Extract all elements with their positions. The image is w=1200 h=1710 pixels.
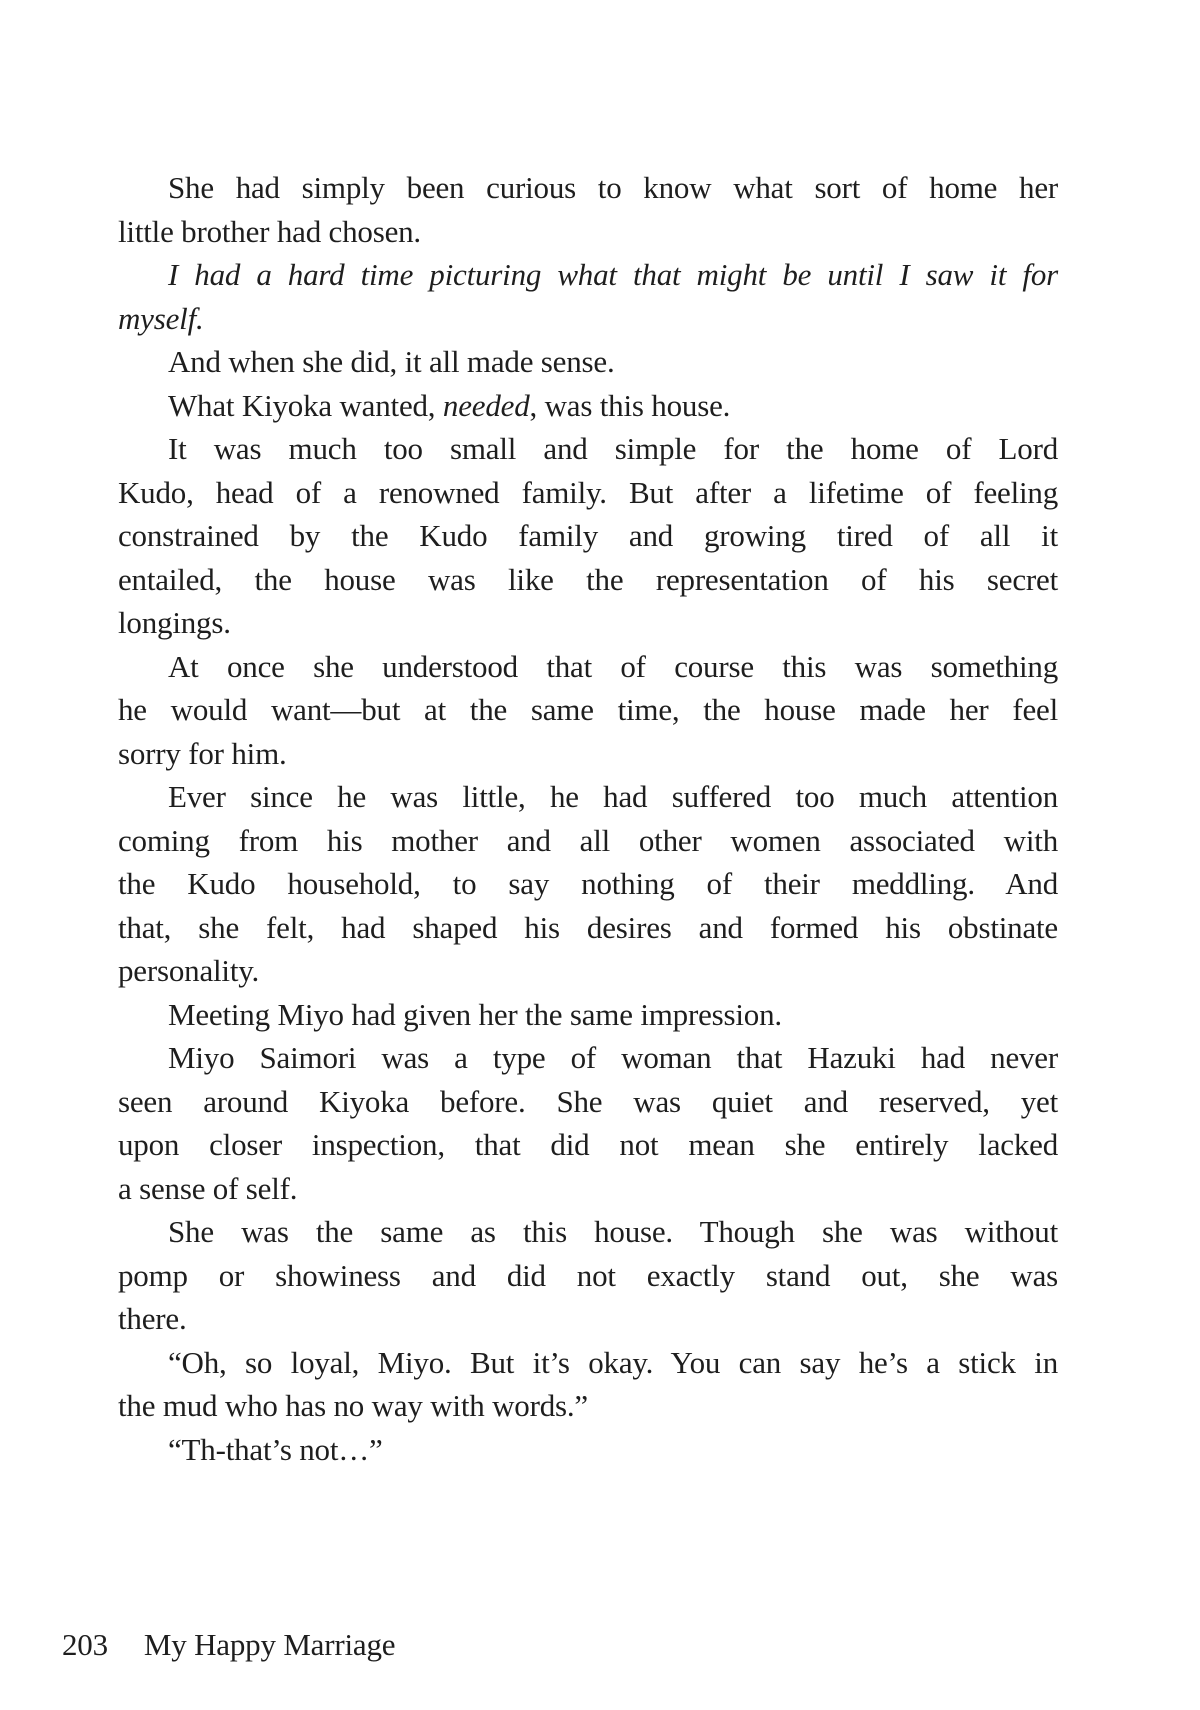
text-segment: that, she felt, had shaped his desires and formed his obstinate [118,909,1058,945]
running-title: My Happy Marriage [143,1627,396,1662]
text-segment: upon closer inspection, that did not mean she entirely lacked [118,1127,1058,1162]
page-number: 203 [62,1627,108,1662]
page-footer [62,1623,395,1667]
text-line [118,340,1058,384]
paragraph [118,166,1058,253]
page-text [118,166,1058,1471]
text-segment: coming from his mother and all other women associated with [118,822,1058,858]
italic-text-segment: needed [442,387,530,423]
text-segment: Meeting Miyo had given her the same impression. [168,996,782,1032]
text-segment: She had simply been curious to know what sort of home her [168,170,1058,205]
text-segment: “Oh, so loyal, Miyo. But it’s okay. You can say he’s a stick in [168,1344,1058,1380]
text-line [118,775,1058,819]
text-line [118,906,1058,950]
paragraph [118,1428,1058,1472]
paragraph [118,1036,1058,1210]
text-segment: constrained by the Kudo family and growing tired of all it [118,518,1058,553]
text-line [118,558,1058,602]
text-line [118,1341,1058,1385]
text-segment: What Kiyoka wanted, [168,387,443,423]
italic-text-segment: myself. [118,300,204,336]
text-line [118,1167,1058,1211]
text-segment: the Kudo household, to say nothing of their meddling. And [118,866,1058,901]
text-line [118,253,1058,297]
text-segment: seen around Kiyoka before. She was quiet and reserved, yet [118,1083,1058,1119]
text-segment: a sense of self. [118,1170,298,1206]
paragraph [118,340,1058,384]
text-line [118,427,1058,471]
text-segment: Miyo Saimori was a type of woman that Hazuki had never [168,1040,1058,1075]
text-segment: At once she understood that of course this was something [168,648,1058,684]
paragraph [118,384,1058,428]
paragraph [118,1210,1058,1341]
text-segment: pomp or showiness and did not exactly stand out, she was [118,1257,1058,1293]
paragraph [118,993,1058,1037]
paragraph [118,1341,1058,1428]
text-line [118,601,1058,645]
text-line [118,1297,1058,1341]
text-segment: , was this house. [529,387,731,423]
text-segment: Kudo, head of a renowned family. But after a lifetime of feeling [118,474,1058,510]
text-segment: She was the same as this house. Though she was without [168,1214,1058,1249]
text-line [118,1210,1058,1254]
text-line [118,819,1058,863]
text-line [118,471,1058,515]
text-line [118,1428,1058,1472]
text-line [118,1080,1058,1124]
paragraph [118,775,1058,993]
text-line [118,297,1058,341]
text-line [118,1123,1058,1167]
text-line [118,166,1058,210]
text-line [118,862,1058,906]
text-segment: the mud who has no way with words.” [118,1388,588,1423]
text-segment: Ever since he was little, he had suffered too much attention [168,779,1058,814]
text-line [118,645,1058,689]
text-line [118,1036,1058,1080]
text-segment: entailed, the house was like the representation of his secret [118,561,1058,597]
text-line [118,514,1058,558]
text-segment: longings. [118,605,231,640]
paragraph [118,645,1058,776]
text-line [118,688,1058,732]
text-segment: And when she did, it all made sense. [168,344,615,379]
paragraph [118,253,1058,340]
text-segment: he would want—but at the same time, the house made her feel [118,692,1058,727]
text-line [118,210,1058,254]
text-segment: “Th-that’s not…” [168,1431,383,1467]
text-segment: personality. [118,953,260,988]
text-line [118,1384,1058,1428]
text-segment: It was much too small and simple for the home of Lord [168,431,1058,466]
text-line [118,1254,1058,1298]
paragraph [118,427,1058,645]
text-line [118,384,1058,428]
text-line [118,993,1058,1037]
text-line [118,732,1058,776]
text-segment: there. [118,1301,187,1336]
text-segment: little brother had chosen. [118,213,421,249]
italic-text-segment: I had a hard time picturing what that might be until I saw it for [168,257,1058,292]
text-segment: sorry for him. [118,735,287,771]
text-line [118,949,1058,993]
